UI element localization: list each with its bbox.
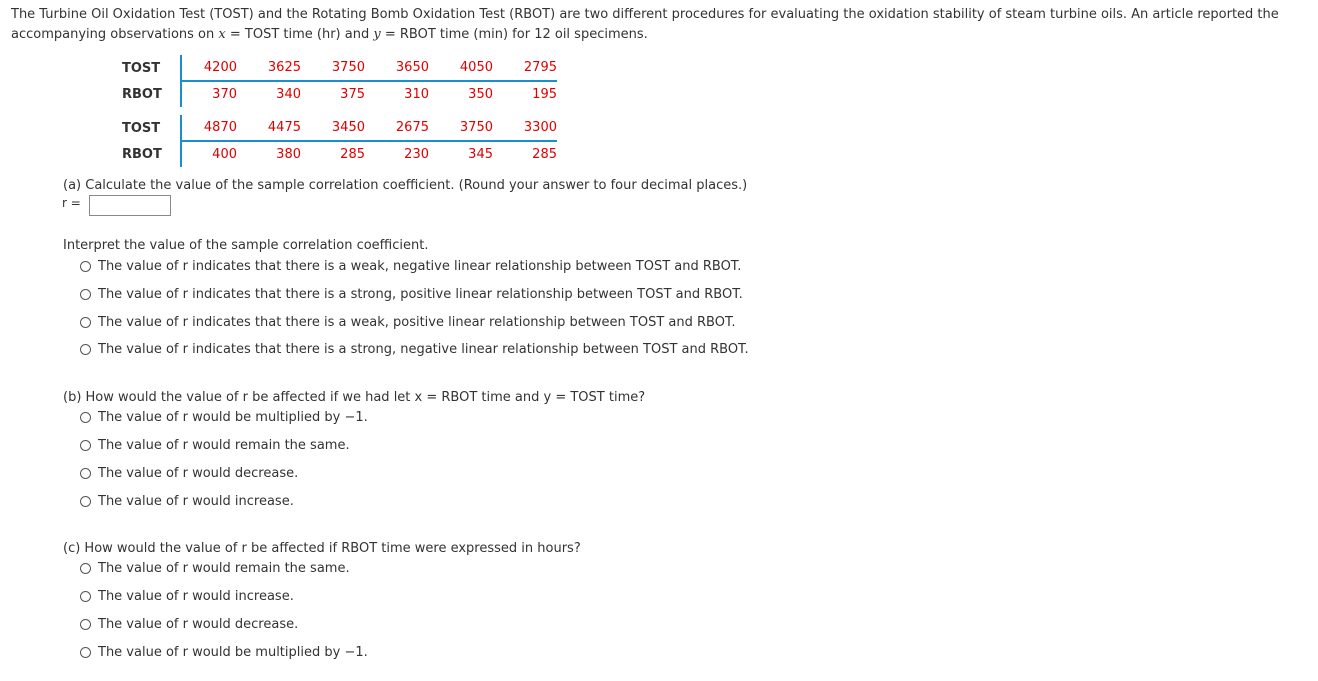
option-label: The value of r indicates that there is a strong, negative linear relationship between TOST and RBOT. xyxy=(98,342,749,357)
table-cell: 4050 xyxy=(429,55,493,81)
table-row xyxy=(112,81,557,107)
table-row xyxy=(112,55,557,81)
radio-button[interactable] xyxy=(80,344,91,355)
row-label-tost: TOST xyxy=(112,55,181,81)
table-cell: 380 xyxy=(276,147,301,162)
part-c-option-1[interactable] xyxy=(80,561,350,576)
radio-button[interactable] xyxy=(80,412,91,423)
table-row xyxy=(112,141,557,167)
interpret-prompt: Interpret the value of the sample correlation coefficient. xyxy=(63,238,429,253)
part-c-option-2[interactable] xyxy=(80,589,294,604)
radio-button[interactable] xyxy=(80,317,91,328)
table-cell: 345 xyxy=(468,147,493,162)
option-label: The value of r indicates that there is a strong, positive linear relationship between TOST and RBOT. xyxy=(98,287,743,302)
row-label-tost: TOST xyxy=(112,115,181,141)
part-b-question: (b) How would the value of r be affected if we had let x = RBOT time and y = TOST time? xyxy=(63,390,646,405)
table-cell: 3750 xyxy=(429,115,493,141)
radio-button[interactable] xyxy=(80,591,91,602)
option-label: The value of r would decrease. xyxy=(98,466,299,481)
r-label: r = xyxy=(62,196,81,210)
table-cell: 230 xyxy=(404,147,429,162)
var-x: x xyxy=(218,26,226,42)
intro-line1: The Turbine Oil Oxidation Test (TOST) and the Rotating Bomb Oxidation Test (RBOT) are two different procedures for evaluating the oxidation stability of steam turbine oils. An article reported the xyxy=(11,7,1279,22)
part-c-question: (c) How would the value of r be affected if RBOT time were expressed in hours? xyxy=(63,541,581,556)
intro-line2-mid2: = RBOT time (min) for 12 oil specimens. xyxy=(380,26,648,42)
part-c-option-3[interactable] xyxy=(80,617,298,632)
table-cell: 4200 xyxy=(181,55,237,81)
option-label: The value of r would be multiplied by −1. xyxy=(98,410,368,425)
part-a-question: (a) Calculate the value of the sample correlation coefficient. (Round your answer to four decimal places.) xyxy=(63,178,748,193)
table-cell: 3300 xyxy=(493,115,557,141)
option-label: The value of r would be multiplied by −1. xyxy=(98,645,368,660)
radio-button[interactable] xyxy=(80,563,91,574)
radio-button[interactable] xyxy=(80,496,91,507)
table-cell: 285 xyxy=(340,147,365,162)
part-b-option-2[interactable] xyxy=(80,438,350,453)
table-cell: 3450 xyxy=(301,115,365,141)
part-a-option-1[interactable] xyxy=(80,259,741,274)
radio-button[interactable] xyxy=(80,440,91,451)
row-label-rbot: RBOT xyxy=(112,141,181,167)
table-cell: 2675 xyxy=(365,115,429,141)
part-a-option-4[interactable] xyxy=(80,342,749,357)
option-label: The value of r would increase. xyxy=(98,494,294,509)
option-label: The value of r would decrease. xyxy=(98,617,299,632)
data-table-2 xyxy=(112,115,557,167)
part-c-option-4[interactable] xyxy=(80,645,368,660)
table-row xyxy=(112,115,557,141)
table-cell: 350 xyxy=(468,87,493,102)
table-cell: 285 xyxy=(532,147,557,162)
intro-line2-mid1: = TOST time (hr) and xyxy=(225,26,374,42)
radio-button[interactable] xyxy=(80,289,91,300)
radio-button[interactable] xyxy=(80,468,91,479)
table-cell: 4475 xyxy=(237,115,301,141)
table-cell: 3625 xyxy=(237,55,301,81)
table-cell: 195 xyxy=(532,87,557,102)
radio-button[interactable] xyxy=(80,647,91,658)
row-label-rbot: RBOT xyxy=(112,81,181,107)
part-b-option-1[interactable] xyxy=(80,410,368,425)
table-cell: 340 xyxy=(276,87,301,102)
part-b-option-4[interactable] xyxy=(80,494,294,509)
part-b-option-3[interactable] xyxy=(80,466,298,481)
intro-line2-pre: accompanying observations on xyxy=(11,26,219,42)
part-a-option-2[interactable] xyxy=(80,287,743,302)
table-cell: 400 xyxy=(212,147,237,162)
var-y: y xyxy=(373,26,381,42)
table-cell: 3750 xyxy=(301,55,365,81)
r-answer-row xyxy=(62,196,81,210)
option-label: The value of r indicates that there is a weak, negative linear relationship between TOST and RBOT. xyxy=(98,259,742,274)
problem-intro xyxy=(11,5,1306,44)
table-cell: 370 xyxy=(212,87,237,102)
table-cell: 375 xyxy=(340,87,365,102)
data-table-1 xyxy=(112,55,557,107)
option-label: The value of r indicates that there is a weak, positive linear relationship between TOST and RBOT. xyxy=(98,315,736,330)
table-cell: 3650 xyxy=(365,55,429,81)
option-label: The value of r would remain the same. xyxy=(98,561,350,576)
option-label: The value of r would remain the same. xyxy=(98,438,350,453)
table-cell: 310 xyxy=(404,87,429,102)
table-cell: 2795 xyxy=(493,55,557,81)
table-cell: 4870 xyxy=(181,115,237,141)
part-a-option-3[interactable] xyxy=(80,315,735,330)
option-label: The value of r would increase. xyxy=(98,589,294,604)
r-answer-input[interactable] xyxy=(89,195,171,216)
radio-button[interactable] xyxy=(80,261,91,272)
radio-button[interactable] xyxy=(80,619,91,630)
